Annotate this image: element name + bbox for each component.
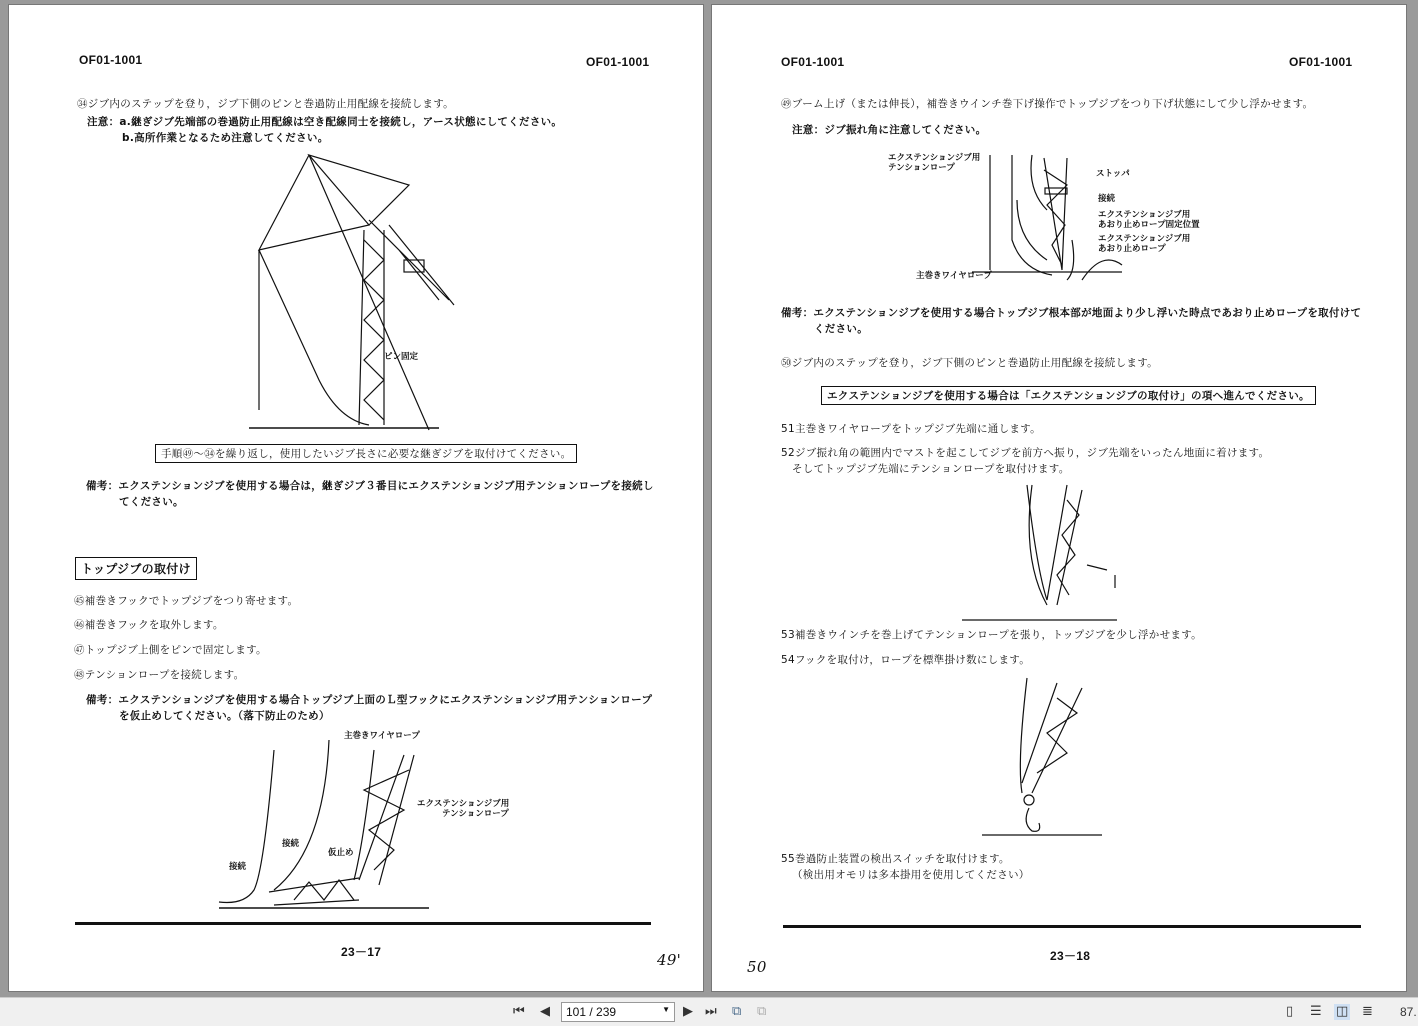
ext-tension-label: エクステンションジブ用 [888, 153, 981, 163]
connect-label: 接続 [229, 862, 247, 872]
zoom-level[interactable]: 87. [1400, 1005, 1417, 1019]
step-63: 53補巻きウインチを巻上げてテンションロープを張り，トップジブを少し浮かせます。 [781, 629, 1202, 641]
connect-label: 接続 [1098, 194, 1116, 204]
repeat-steps-box: 手順㊾～㉞を繰り返し，使用したいジブ長さに必要な継ぎジブを取付けてください。 [155, 444, 577, 463]
page-number: 23－18 [1050, 949, 1091, 963]
stopper-label: ストッパ [1096, 169, 1130, 179]
ext-tension-label-2: テンションロープ [888, 163, 955, 173]
doc-code: OF01-1001 [79, 53, 143, 67]
remark-1-cont: てください。 [119, 496, 184, 508]
previous-page-icon[interactable]: ◀ [540, 1004, 550, 1019]
connect-label: 接続 [282, 839, 300, 849]
page-number-input[interactable] [561, 1002, 675, 1022]
section-title: トップジブの取付け [75, 557, 197, 580]
pin-label: ピン固定 [384, 352, 419, 362]
pdf-page-right [711, 4, 1407, 992]
step-58: ㊽テンションロープを接続します。 [74, 669, 245, 681]
previous-view-icon[interactable]: ⧉ [732, 1004, 742, 1019]
continuous-facing-icon[interactable]: ≣ [1362, 1004, 1373, 1019]
ext-rope-label: エクステンションジブ用 [417, 799, 510, 809]
note-a: 注意：a.継ぎジブ先端部の巻過防止用配線は空き配線同士を接続し，アース状態にしてください。 [87, 116, 563, 128]
continuous-page-icon[interactable]: ☰ [1310, 1004, 1322, 1019]
doc-code: OF01-1001 [781, 55, 845, 69]
page-number: 23－17 [341, 945, 382, 959]
footer-rule [783, 925, 1361, 928]
step-62-cont: そしてトップジブ先端にテンションロープを取付けます。 [792, 463, 1070, 475]
hook-diagram [977, 673, 1107, 843]
handwritten-note: 49' [657, 951, 682, 969]
step-60: ㊿ジブ内のステップを登り，ジブ下側のピンと巻過防止用配線を接続します。 [781, 357, 1158, 369]
step-65-cont: （検出用オモリは多本掛用を使用してください） [792, 869, 1030, 881]
doc-code: OF01-1001 [586, 55, 650, 69]
note-b: b.高所作業となるため注意してください。 [122, 132, 329, 144]
step-62: 52ジブ振れ角の範囲内でマストを起こしてジブを前方へ振り，ジブ先端をいったん地面に着けます。 [781, 447, 1270, 459]
fix-pos-label: エクステンションジブ用 [1098, 210, 1191, 220]
single-page-icon[interactable]: ▯ [1286, 1004, 1294, 1019]
step-55: ㊺補巻きフックでトップジブをつり寄せます。 [74, 595, 299, 607]
step-59: ㊾ブーム上げ（または伸長），補巻きウインチ巻下げ操作でトップジブをつり下げ状態にして少し浮かせます。 [781, 98, 1314, 110]
step-56: ㊻補巻きフックを取外します。 [74, 619, 224, 631]
step-61: 51主巻きワイヤロープをトップジブ先端に通します。 [781, 423, 1041, 435]
anti-sway-rope-label-2: あおり止めロープ [1098, 244, 1166, 254]
remark: 備考：エクステンションジブを使用する場合トップジブ根本部が地面より少し浮いた時点であおり止めロープを取付けて [781, 307, 1362, 319]
note: 注意：ジブ振れ角に注意してください。 [792, 124, 987, 136]
footer-rule [75, 922, 651, 925]
remark-cont: ください。 [814, 323, 868, 335]
ext-jib-box: エクステンションジブを使用する場合は「エクステンションジブの取付け」の項へ進んでください。 [821, 386, 1316, 405]
page-field-value: 101 / 239 [566, 1005, 617, 1019]
last-page-icon[interactable]: ⏭ [705, 1004, 717, 1019]
pdf-page-left [8, 4, 704, 992]
pdf-toolbar [0, 997, 1418, 1026]
remark-1: 備考：エクステンションジブを使用する場合は，継ぎジブ３番目にエクステンションジブ用テンションロープを接続し [86, 480, 654, 492]
step-64: 54フックを取付け，ロープを標準掛け数にします。 [781, 654, 1031, 666]
jib-ground-diagram [957, 480, 1127, 625]
handwritten-note: 50 [747, 958, 767, 976]
doc-code: OF01-1001 [1289, 55, 1353, 69]
next-view-icon[interactable]: ⧉ [757, 1004, 767, 1019]
main-wire-label: 主巻きワイヤロープ [344, 731, 420, 741]
temp-fix-label: 仮止め [328, 848, 354, 858]
step-57: ㊼トップジブ上側をピンで固定します。 [74, 644, 267, 656]
step-54: ㉞ジブ内のステップを登り，ジブ下側のピンと巻過防止用配線を接続します。 [77, 98, 454, 110]
next-page-icon[interactable]: ▶ [683, 1004, 693, 1019]
step-65: 55巻過防止装置の検出スイッチを取付けます。 [781, 853, 1010, 865]
main-wire-label: 主巻きワイヤロープ [916, 271, 992, 281]
facing-pages-icon[interactable]: ◫ [1336, 1004, 1349, 1019]
fix-pos-label-2: あおり止めロープ固定位置 [1098, 220, 1200, 230]
anti-sway-rope-label: エクステンションジブ用 [1098, 234, 1191, 244]
top-jib-diagram [214, 730, 444, 920]
first-page-icon[interactable]: ⏮ [513, 1004, 525, 1019]
remark-2-cont: を仮止めしてください。（落下防止のため） [119, 710, 330, 722]
ext-rope-label-2: テンションロープ [442, 809, 509, 819]
crane-jib-diagram [249, 150, 459, 435]
chevron-down-icon[interactable]: ▼ [662, 1005, 670, 1014]
remark-2: 備考：エクステンションジブを使用する場合トップジブ上面のＬ型フックにエクステンションジブ用テンションロープ [86, 694, 653, 706]
